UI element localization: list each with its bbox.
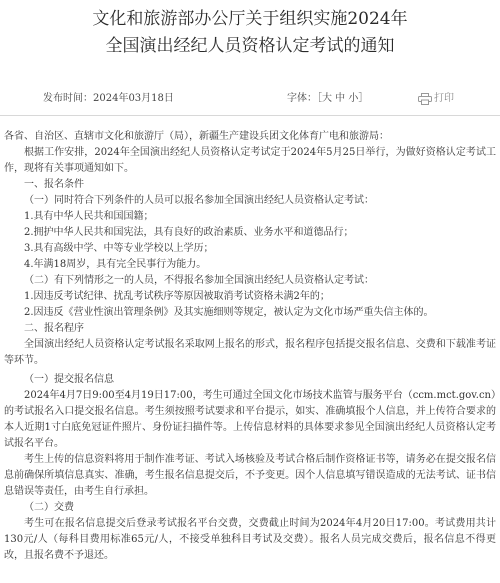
condition-item-3: 3.具有高级中学、中等专业学校以上学历；	[24, 243, 214, 254]
section-heading-1: 一、报名条件	[24, 179, 84, 190]
condition-item-2: 2.拥护中华人民共和国宪法，具有良好的政治素质、业务水平和道德品行；	[24, 227, 354, 238]
subsection-2-1-paragraph-2: 考生上传的信息资料将用于制作准考证、考试入场核验及考试合格后制作资格证书等，请务必在提交报名信息前确保所填信息真实、准确，考生报名信息提交后，不予变更。因个人信息填写错误造成的无法考试、证书信息错误等责任，由考生自行承担。	[4, 454, 496, 497]
addressee: 各省、自治区、直辖市文化和旅游厅（局），新疆生产建设兵团文化体育广电和旅游局：	[4, 131, 389, 142]
disqualification-item-1: 1.因违反考试纪律、扰乱考试秩序等原因被取消考试资格未满2年的；	[24, 291, 330, 302]
section-heading-2: 二、报名程序	[24, 323, 84, 334]
page-title-line-2: 全国演出经纪人员资格认定考试的通知	[105, 36, 395, 56]
print-button[interactable]	[418, 91, 454, 107]
publish-date-label: 发布时间：	[43, 93, 93, 104]
condition-item-4: 4.年满18周岁，具有完全民事行为能力。	[24, 259, 207, 270]
publish-date	[43, 91, 174, 107]
page-title-line-1: 文化和旅游部办公厅关于组织实施2024年	[92, 9, 408, 29]
disqualification-item-2: 2.因违反《营业性演出管理条例》及其实施细则等规定，被认定为文化市场严重失信主体的。	[24, 307, 434, 318]
article-meta	[0, 91, 500, 107]
subsection-heading-1-1: （一）同时符合下列条件的人员可以报名参加全国演出经纪人员资格认定考试：	[24, 195, 374, 206]
publish-date-value: 2024年03月18日	[93, 93, 174, 104]
header-divider	[0, 115, 500, 116]
printer-icon	[418, 93, 432, 105]
font-size-selector	[287, 91, 368, 107]
print-label: 打印	[434, 93, 454, 104]
article-body	[0, 129, 500, 564]
font-size-options[interactable]: ［大 中 小］	[317, 93, 369, 104]
subsection-2-2-paragraph: 考生可在报名信息提交后登录考试报名平台交费，交费截止时间为2024年4月20日17:00。考试费用共计130元/人（每科目费用标准65元/人，不接受单独科目考试及交费）。报名人员完成交费后，报名信息不得更改，且报名费不予退还。	[4, 518, 496, 561]
subsection-heading-2-2: （二）交费	[24, 502, 74, 513]
page-title	[0, 6, 500, 60]
condition-item-1: 1.具有中华人民共和国国籍；	[24, 211, 154, 222]
subsection-heading-2-1: （一）提交报名信息	[24, 374, 114, 385]
intro-paragraph: 根据工作安排，2024年全国演出经纪人员资格认定考试定于2024年5月25日举行，为做好资格认定考试工作，现将有关事项通知如下。	[4, 147, 496, 174]
subsection-2-1-paragraph-1: 2024年4月7日9:00至4月19日17:00，考生可通过全国文化市场技术监管与服务平台（ccm.mct.gov.cn）的考试报名入口提交报名信息。考生须按照考试要求和平台提示，如实、准确填报个人信息，并上传符合要求的本人近期1寸白底免冠证件照片、身份证扫描件等。上传信息材料的具体要求参见全国演出经纪人员资格认定考试报名平台。	[4, 390, 496, 449]
subsection-heading-1-2: （二）有下列情形之一的人员，不得报名参加全国演出经纪人员资格认定考试：	[24, 275, 374, 286]
font-size-label: 字体：	[287, 93, 317, 104]
section-2-paragraph: 全国演出经纪人员资格认定考试报名采取网上报名的形式，报名程序包括提交报名信息、交费和下载准考证等环节。	[4, 339, 496, 366]
